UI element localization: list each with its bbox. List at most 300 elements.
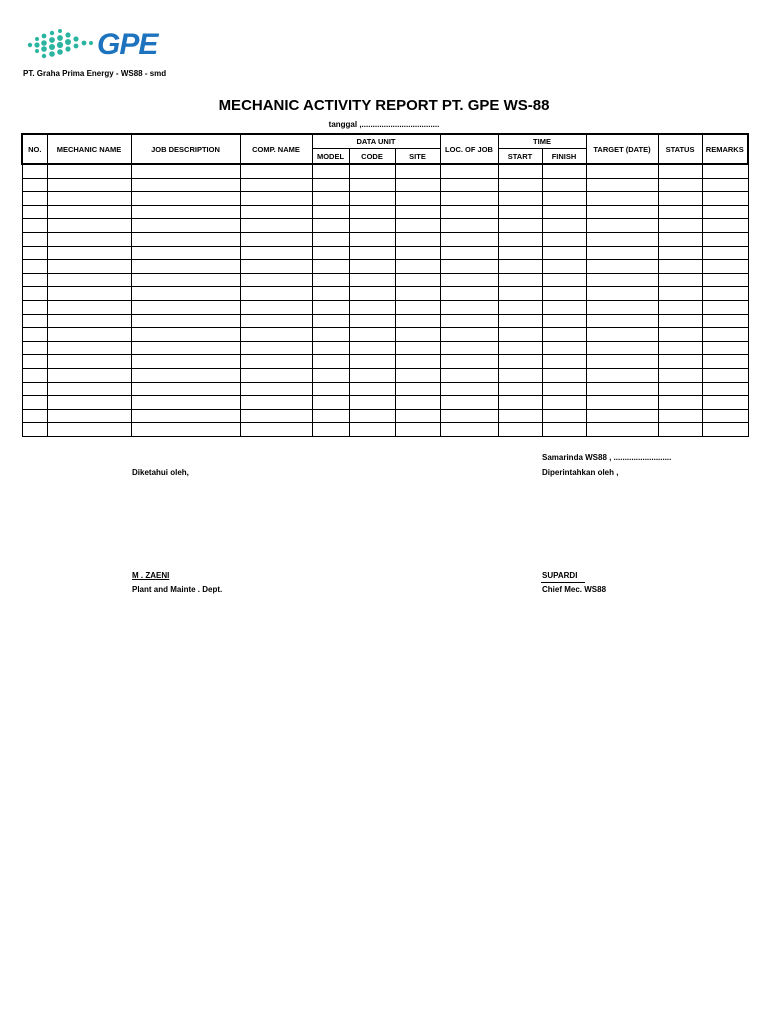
- table-cell: [658, 382, 702, 396]
- header-comp-name: COMP. NAME: [240, 134, 312, 164]
- table-cell: [349, 409, 395, 423]
- table-cell: [349, 164, 395, 178]
- header-site: SITE: [395, 149, 440, 165]
- table-row: [22, 260, 748, 274]
- table-cell: [440, 205, 498, 219]
- table-cell: [702, 341, 748, 355]
- header-time: TIME: [498, 134, 586, 149]
- table-cell: [542, 232, 586, 246]
- header-no: NO.: [22, 134, 47, 164]
- table-cell: [658, 246, 702, 260]
- table-row: [22, 409, 748, 423]
- table-cell: [586, 396, 658, 410]
- table-cell: [702, 355, 748, 369]
- table-cell: [542, 273, 586, 287]
- table-cell: [586, 246, 658, 260]
- table-cell: [22, 246, 47, 260]
- table-row: [22, 178, 748, 192]
- table-cell: [395, 178, 440, 192]
- table-cell: [131, 355, 240, 369]
- signature-line: [541, 582, 585, 583]
- table-cell: [22, 355, 47, 369]
- table-cell: [131, 368, 240, 382]
- table-cell: [542, 368, 586, 382]
- table-cell: [702, 164, 748, 178]
- table-row: [22, 232, 748, 246]
- table-row: [22, 328, 748, 342]
- table-cell: [240, 396, 312, 410]
- table-cell: [349, 396, 395, 410]
- table-cell: [586, 192, 658, 206]
- table-cell: [395, 328, 440, 342]
- table-cell: [586, 232, 658, 246]
- table-cell: [240, 355, 312, 369]
- table-cell: [542, 260, 586, 274]
- table-cell: [658, 205, 702, 219]
- table-cell: [312, 423, 349, 437]
- table-cell: [440, 232, 498, 246]
- right-signatory-name: SUPARDI: [542, 571, 578, 580]
- table-cell: [586, 409, 658, 423]
- table-cell: [395, 396, 440, 410]
- ordered-by-caption: Diperintahkan oleh ,: [542, 468, 619, 477]
- table-cell: [658, 396, 702, 410]
- table-cell: [498, 219, 542, 233]
- table-cell: [440, 273, 498, 287]
- table-cell: [440, 328, 498, 342]
- table-cell: [586, 273, 658, 287]
- table-cell: [440, 246, 498, 260]
- table-cell: [349, 192, 395, 206]
- table-cell: [240, 260, 312, 274]
- table-cell: [349, 273, 395, 287]
- table-cell: [542, 300, 586, 314]
- table-cell: [47, 232, 131, 246]
- table-cell: [349, 314, 395, 328]
- table-cell: [498, 260, 542, 274]
- table-cell: [395, 232, 440, 246]
- table-cell: [240, 300, 312, 314]
- table-cell: [498, 287, 542, 301]
- table-cell: [312, 368, 349, 382]
- table-cell: [395, 341, 440, 355]
- table-cell: [349, 355, 395, 369]
- table-cell: [542, 382, 586, 396]
- table-cell: [702, 205, 748, 219]
- table-cell: [131, 300, 240, 314]
- table-cell: [586, 341, 658, 355]
- table-cell: [240, 341, 312, 355]
- table-cell: [131, 219, 240, 233]
- table-cell: [312, 396, 349, 410]
- table-cell: [131, 260, 240, 274]
- table-cell: [131, 396, 240, 410]
- table-cell: [658, 300, 702, 314]
- table-cell: [131, 423, 240, 437]
- table-cell: [658, 328, 702, 342]
- table-cell: [586, 287, 658, 301]
- table-cell: [22, 300, 47, 314]
- table-cell: [22, 273, 47, 287]
- table-cell: [440, 219, 498, 233]
- table-row: [22, 273, 748, 287]
- table-cell: [22, 287, 47, 301]
- table-cell: [658, 232, 702, 246]
- table-cell: [498, 328, 542, 342]
- table-cell: [349, 260, 395, 274]
- table-cell: [395, 205, 440, 219]
- table-cell: [702, 368, 748, 382]
- table-cell: [498, 300, 542, 314]
- table-cell: [47, 409, 131, 423]
- table-cell: [47, 314, 131, 328]
- table-cell: [542, 219, 586, 233]
- table-cell: [22, 409, 47, 423]
- table-cell: [586, 205, 658, 219]
- table-cell: [542, 409, 586, 423]
- date-line: tanggal ,...................................: [328, 120, 440, 129]
- table-cell: [702, 409, 748, 423]
- table-cell: [395, 423, 440, 437]
- table-cell: [349, 246, 395, 260]
- table-cell: [312, 382, 349, 396]
- table-cell: [240, 205, 312, 219]
- table-cell: [349, 219, 395, 233]
- table-cell: [312, 314, 349, 328]
- table-cell: [349, 328, 395, 342]
- table-cell: [22, 396, 47, 410]
- table-cell: [395, 355, 440, 369]
- table-cell: [349, 423, 395, 437]
- activity-table: [21, 133, 749, 437]
- acknowledged-by-caption: Diketahui oleh,: [132, 468, 189, 477]
- table-cell: [440, 341, 498, 355]
- table-row: [22, 368, 748, 382]
- table-cell: [702, 300, 748, 314]
- table-cell: [131, 205, 240, 219]
- table-cell: [240, 368, 312, 382]
- table-cell: [47, 287, 131, 301]
- table-cell: [131, 273, 240, 287]
- left-signatory-name: M . ZAENI: [132, 571, 170, 580]
- table-cell: [586, 300, 658, 314]
- table-cell: [312, 355, 349, 369]
- table-cell: [440, 382, 498, 396]
- table-cell: [542, 287, 586, 301]
- table-cell: [47, 178, 131, 192]
- table-cell: [702, 219, 748, 233]
- table-cell: [658, 178, 702, 192]
- table-cell: [498, 314, 542, 328]
- table-cell: [240, 246, 312, 260]
- table-cell: [240, 314, 312, 328]
- table-cell: [47, 205, 131, 219]
- table-cell: [395, 192, 440, 206]
- header-status: STATUS: [658, 134, 702, 164]
- table-cell: [658, 368, 702, 382]
- table-cell: [312, 246, 349, 260]
- table-cell: [586, 219, 658, 233]
- table-cell: [498, 232, 542, 246]
- table-cell: [542, 205, 586, 219]
- table-cell: [47, 382, 131, 396]
- table-row: [22, 164, 748, 178]
- table-cell: [47, 300, 131, 314]
- table-cell: [22, 423, 47, 437]
- table-cell: [131, 382, 240, 396]
- table-cell: [312, 205, 349, 219]
- table-cell: [395, 273, 440, 287]
- table-cell: [658, 355, 702, 369]
- table-cell: [395, 164, 440, 178]
- table-cell: [47, 341, 131, 355]
- table-cell: [349, 382, 395, 396]
- table-cell: [240, 192, 312, 206]
- table-body: [22, 164, 748, 436]
- table-cell: [312, 164, 349, 178]
- table-cell: [542, 396, 586, 410]
- table-cell: [498, 341, 542, 355]
- header-code: CODE: [349, 149, 395, 165]
- table-cell: [542, 246, 586, 260]
- table-cell: [498, 409, 542, 423]
- table-cell: [498, 355, 542, 369]
- table-cell: [658, 219, 702, 233]
- table-cell: [702, 382, 748, 396]
- table-cell: [440, 396, 498, 410]
- table-cell: [702, 287, 748, 301]
- table-cell: [47, 396, 131, 410]
- table-cell: [22, 341, 47, 355]
- table-cell: [131, 178, 240, 192]
- table-cell: [440, 287, 498, 301]
- table-cell: [395, 382, 440, 396]
- table-cell: [542, 355, 586, 369]
- table-cell: [47, 219, 131, 233]
- table-cell: [312, 260, 349, 274]
- header-finish: FINISH: [542, 149, 586, 165]
- table-row: [22, 192, 748, 206]
- table-cell: [395, 219, 440, 233]
- table-cell: [22, 205, 47, 219]
- table-cell: [658, 423, 702, 437]
- table-cell: [395, 260, 440, 274]
- table-cell: [702, 260, 748, 274]
- table-cell: [440, 368, 498, 382]
- table-cell: [702, 423, 748, 437]
- table-cell: [498, 205, 542, 219]
- table-cell: [312, 273, 349, 287]
- table-cell: [498, 246, 542, 260]
- header-remarks: REMARKS: [702, 134, 748, 164]
- report-title: MECHANIC ACTIVITY REPORT PT. GPE WS-88: [218, 97, 550, 114]
- table-cell: [395, 287, 440, 301]
- table-row: [22, 396, 748, 410]
- header-target-date: TARGET (DATE): [586, 134, 658, 164]
- table-cell: [22, 178, 47, 192]
- table-cell: [440, 178, 498, 192]
- table-cell: [312, 300, 349, 314]
- table-cell: [47, 164, 131, 178]
- table-cell: [586, 164, 658, 178]
- table-cell: [702, 396, 748, 410]
- table-cell: [542, 192, 586, 206]
- table-cell: [312, 219, 349, 233]
- table-cell: [47, 423, 131, 437]
- table-cell: [240, 409, 312, 423]
- table-cell: [240, 382, 312, 396]
- table-cell: [586, 355, 658, 369]
- table-cell: [47, 273, 131, 287]
- table-cell: [312, 287, 349, 301]
- table-cell: [131, 409, 240, 423]
- table-cell: [22, 219, 47, 233]
- table-cell: [47, 260, 131, 274]
- table-cell: [312, 409, 349, 423]
- table-cell: [395, 368, 440, 382]
- table-cell: [395, 300, 440, 314]
- header-job-description: JOB DESCRIPTION: [131, 134, 240, 164]
- table-cell: [702, 246, 748, 260]
- table-cell: [702, 328, 748, 342]
- table-cell: [542, 423, 586, 437]
- table-cell: [498, 273, 542, 287]
- table-cell: [349, 287, 395, 301]
- table-cell: [542, 164, 586, 178]
- header-model: MODEL: [312, 149, 349, 165]
- table-cell: [240, 328, 312, 342]
- table-cell: [702, 178, 748, 192]
- table-cell: [702, 314, 748, 328]
- table-cell: [240, 164, 312, 178]
- table-cell: [22, 232, 47, 246]
- right-signatory-role: Chief Mec. WS88: [542, 585, 607, 594]
- table-cell: [498, 368, 542, 382]
- table-cell: [240, 219, 312, 233]
- table-cell: [586, 314, 658, 328]
- table-cell: [22, 368, 47, 382]
- table-row: [22, 355, 748, 369]
- table-cell: [498, 423, 542, 437]
- table-cell: [47, 192, 131, 206]
- table-row: [22, 287, 748, 301]
- table-cell: [131, 314, 240, 328]
- table-cell: [131, 341, 240, 355]
- table-cell: [702, 273, 748, 287]
- table-cell: [658, 260, 702, 274]
- table-cell: [312, 232, 349, 246]
- header-data-unit: DATA UNIT: [312, 134, 440, 149]
- table-row: [22, 300, 748, 314]
- table-cell: [395, 246, 440, 260]
- table-cell: [498, 396, 542, 410]
- table-cell: [131, 287, 240, 301]
- table-cell: [542, 314, 586, 328]
- table-row: [22, 205, 748, 219]
- table-cell: [498, 178, 542, 192]
- table-cell: [22, 164, 47, 178]
- table-cell: [349, 178, 395, 192]
- table-cell: [131, 232, 240, 246]
- table-cell: [395, 314, 440, 328]
- table-cell: [702, 192, 748, 206]
- table-cell: [22, 260, 47, 274]
- table-cell: [240, 178, 312, 192]
- table-cell: [47, 328, 131, 342]
- table-cell: [440, 164, 498, 178]
- table-cell: [47, 355, 131, 369]
- table-cell: [498, 382, 542, 396]
- table-cell: [349, 300, 395, 314]
- table-cell: [658, 341, 702, 355]
- table-cell: [395, 409, 440, 423]
- table-cell: [658, 273, 702, 287]
- table-cell: [240, 232, 312, 246]
- table-cell: [240, 273, 312, 287]
- table-cell: [22, 192, 47, 206]
- table-cell: [586, 260, 658, 274]
- table-cell: [586, 423, 658, 437]
- table-cell: [658, 192, 702, 206]
- table-cell: [131, 192, 240, 206]
- header-loc-of-job: LOC. OF JOB: [440, 134, 498, 164]
- table-cell: [349, 368, 395, 382]
- table-cell: [349, 341, 395, 355]
- table-cell: [586, 328, 658, 342]
- table-cell: [498, 192, 542, 206]
- header-start: START: [498, 149, 542, 165]
- table-cell: [440, 423, 498, 437]
- table-cell: [586, 382, 658, 396]
- table-cell: [542, 328, 586, 342]
- table-cell: [312, 341, 349, 355]
- table-row: [22, 219, 748, 233]
- table-cell: [658, 409, 702, 423]
- table-cell: [542, 178, 586, 192]
- table-cell: [22, 328, 47, 342]
- table-cell: [440, 300, 498, 314]
- table-cell: [47, 368, 131, 382]
- table-cell: [349, 232, 395, 246]
- table-cell: [702, 232, 748, 246]
- table-cell: [658, 164, 702, 178]
- table-cell: [658, 287, 702, 301]
- table-cell: [498, 164, 542, 178]
- table-row: [22, 246, 748, 260]
- table-cell: [349, 205, 395, 219]
- table-cell: [47, 246, 131, 260]
- table-cell: [131, 164, 240, 178]
- table-cell: [131, 328, 240, 342]
- table-cell: [440, 314, 498, 328]
- table-cell: [240, 287, 312, 301]
- table-cell: [22, 382, 47, 396]
- table-cell: [240, 423, 312, 437]
- table-cell: [586, 178, 658, 192]
- table-cell: [131, 246, 240, 260]
- logo-text: GPE: [97, 28, 158, 61]
- place-date: Samarinda WS88 , ..........................: [542, 453, 672, 462]
- table-cell: [312, 178, 349, 192]
- table-row: [22, 341, 748, 355]
- table-row: [22, 423, 748, 437]
- table-cell: [440, 409, 498, 423]
- table-row: [22, 314, 748, 328]
- table-row: [22, 382, 748, 396]
- header-mechanic-name: MECHANIC NAME: [47, 134, 131, 164]
- table-cell: [542, 341, 586, 355]
- table-cell: [312, 328, 349, 342]
